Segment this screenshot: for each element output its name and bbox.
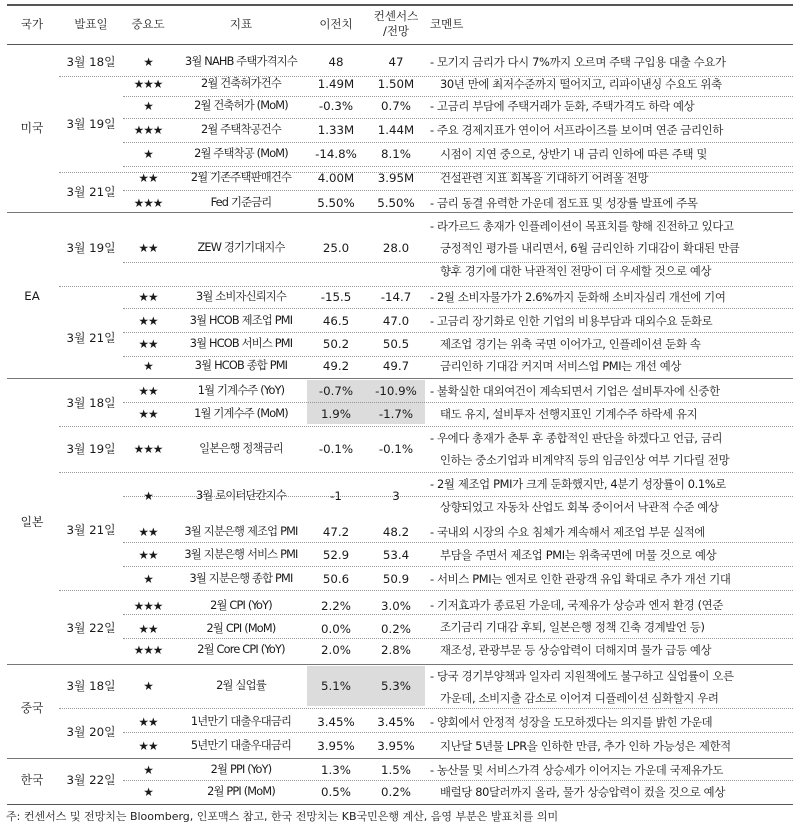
previous-value: -1 xyxy=(330,489,342,503)
comment-line: 향후 경기에 대한 낙관적인 전망이 더 우세할 것으로 예상 xyxy=(440,264,712,278)
country-ea: EA xyxy=(24,289,40,303)
consensus-value: -1.7% xyxy=(378,407,414,421)
row-divider xyxy=(123,118,793,119)
previous-value: -15.5 xyxy=(320,290,352,304)
previous-value: 50.6 xyxy=(322,572,350,586)
consensus-value: 49.7 xyxy=(382,359,410,373)
previous-value: 52.9 xyxy=(322,548,350,562)
importance-stars: ★★ xyxy=(138,384,158,398)
date-separator xyxy=(59,472,793,473)
consensus-value: 0.2% xyxy=(381,785,411,799)
comment-line: - 당국 경기부양책과 일자리 지원책에도 불구하고 실업률이 오른 xyxy=(430,669,734,683)
comment-line: 인하는 중소기업과 비계약직 등의 임금인상 여부 기다릴 전망 xyxy=(440,453,730,467)
date-cell: 3월 21일 xyxy=(66,331,116,345)
indicator-name: 2월 건축허가건수 xyxy=(201,77,281,90)
indicator-name: 2월 실업률 xyxy=(216,679,266,692)
previous-value: 1.33M xyxy=(317,123,355,137)
indicator-name: 3월 지분은행 제조업 PMI xyxy=(184,525,298,538)
indicator-name: 2월 주택착공 (MoM) xyxy=(194,147,288,160)
importance-stars: ★★ xyxy=(138,622,158,636)
importance-stars: ★★★ xyxy=(133,123,163,137)
date-cell: 3월 20일 xyxy=(66,725,116,739)
date-cell: 3월 18일 xyxy=(66,396,116,410)
consensus-value: 1.44M xyxy=(377,123,415,137)
date-cell: 3월 19일 xyxy=(66,241,116,255)
country-china: 중국 xyxy=(20,701,44,715)
row-divider xyxy=(123,308,793,309)
header-indicator: 지표 xyxy=(229,16,253,31)
consensus-value: 1.5% xyxy=(381,763,411,777)
previous-value: 4.00M xyxy=(317,171,355,185)
indicator-name: 2월 건축허가 (MoM) xyxy=(194,99,288,112)
indicator-name: 2월 PPI (YoY) xyxy=(210,763,272,776)
importance-stars: ★★ xyxy=(138,525,158,539)
country-korea: 한국 xyxy=(20,773,44,787)
comment-line: 30년 만에 최저수준까지 떨어지고, 리파이낸싱 수요도 위축 xyxy=(440,77,722,91)
row-divider xyxy=(123,166,793,167)
country-japan: 일본 xyxy=(20,515,44,529)
importance-stars: ★★ xyxy=(138,548,158,562)
importance-stars: ★★★ xyxy=(133,643,163,657)
comment-line: - 서비스 PMI는 엔저로 인한 관광객 유입 확대로 추가 개선 기대 xyxy=(430,572,731,586)
indicator-name: 3월 NAHB 주택가격지수 xyxy=(185,55,297,68)
importance-stars: ★ xyxy=(143,99,153,113)
consensus-value: -10.9% xyxy=(375,384,417,398)
indicator-name: 2월 CPI (MoM) xyxy=(206,622,276,635)
indicator-name: 3월 HCOB 서비스 PMI xyxy=(189,337,293,350)
consensus-value: -0.1% xyxy=(378,442,414,456)
previous-value: 2.0% xyxy=(321,643,351,657)
indicator-name: 3월 HCOB 종합 PMI xyxy=(194,359,288,372)
consensus-value: 1.50M xyxy=(377,77,415,91)
comment-line: 재조성, 관광부문 등 상승압력이 더해지며 물가 급등 예상 xyxy=(440,643,712,657)
comment-line: 부담을 주면서 제조업 PMI는 위축국면에 머물 것으로 예상 xyxy=(440,548,717,562)
table-bottom-rule xyxy=(7,804,793,805)
comment-line: - 우에다 총재가 춘투 후 종합적인 판단을 하겠다고 언급, 금리 xyxy=(430,431,723,445)
importance-stars: ★ xyxy=(143,763,153,777)
comment-line: - 금리 동결 유력한 가운데 점도표 및 성장률 발표에 주목 xyxy=(430,196,698,210)
previous-value: 3.45% xyxy=(317,715,355,729)
indicator-name: 3월 HCOB 제조업 PMI xyxy=(189,314,293,327)
comment-line: - 불확실한 대외여건이 계속되면서 기업은 설비투자에 신중한 xyxy=(430,384,720,398)
comment-line: - 고금리 장기화로 인한 기업의 비용부담과 대외수요 둔화로 xyxy=(430,314,713,328)
comment-line: - 양회에서 안정적 성장을 도모하겠다는 의지를 밝힌 가운데 xyxy=(430,715,713,729)
consensus-value: 28.0 xyxy=(382,241,410,255)
previous-value: -0.3% xyxy=(318,99,354,113)
indicator-name: Fed 기준금리 xyxy=(210,196,272,209)
previous-value: 25.0 xyxy=(322,241,350,255)
header-consensus-line2: /전망 xyxy=(382,24,410,38)
date-cell: 3월 21일 xyxy=(66,185,116,199)
consensus-value: -14.7 xyxy=(380,290,412,304)
previous-value: 5.1% xyxy=(321,679,351,693)
date-cell: 3월 19일 xyxy=(66,117,116,131)
row-divider xyxy=(123,190,793,191)
comment-line: - 2월 제조업 PMI가 크게 둔화했지만, 4분기 성장률이 0.1%로 xyxy=(430,477,726,491)
date-cell: 3월 19일 xyxy=(66,442,116,456)
comment-line: - 2월 소비자물가가 2.6%까지 둔화해 소비자심리 개선에 기여 xyxy=(430,290,726,304)
previous-value: -0.1% xyxy=(318,442,354,456)
indicator-name: 2월 PPI (MoM) xyxy=(207,785,275,798)
indicator-name: 1년만기 대출우대금리 xyxy=(190,715,292,728)
consensus-value: 3.95M xyxy=(377,171,415,185)
previous-value: 2.2% xyxy=(321,599,351,613)
row-divider xyxy=(123,332,793,333)
consensus-value: 50.5 xyxy=(382,337,410,351)
indicator-name: 2월 CPI (YoY) xyxy=(210,599,272,612)
importance-stars: ★ xyxy=(143,572,153,586)
separator-china-korea xyxy=(7,758,793,759)
importance-stars: ★★ xyxy=(138,715,158,729)
previous-value: 50.2 xyxy=(322,337,350,351)
comment-line: 태도 유지, 설비투자 선행지표인 기계수주 하락세 유지 xyxy=(440,407,698,421)
comment-line: 가운데, 소비지출 감소로 이어져 디플레이션 심화할지 우려 xyxy=(440,691,719,705)
comment-line: - 라가르드 총재가 인플레이션이 목표치를 향해 진전하고 있다고 xyxy=(430,219,734,233)
importance-stars: ★ xyxy=(143,55,153,69)
header-consensus xyxy=(367,4,425,44)
consensus-value: 47 xyxy=(388,55,404,69)
comment-line: 조기금리 기대감 후퇴, 일본은행 정책 긴축 경계발언 등) xyxy=(440,620,705,634)
date-cell: 3월 18일 xyxy=(66,679,116,693)
comment-line: 시점이 지연 중으로, 상반기 내 금리 인하에 따른 주택 및 xyxy=(440,147,708,161)
importance-stars: ★★ xyxy=(138,314,158,328)
indicator-name: 3월 지분은행 서비스 PMI xyxy=(184,548,298,561)
indicator-name: 일본은행 정책금리 xyxy=(199,442,283,455)
previous-value: 3.95% xyxy=(317,739,355,753)
date-cell: 3월 22일 xyxy=(66,621,116,635)
header-bottom-rule xyxy=(7,44,793,45)
comment-line: 상향되었고 자동차 산업도 회복 중이어서 낙관적 수준 예상 xyxy=(440,500,719,514)
importance-stars: ★★ xyxy=(138,241,158,255)
date-cell: 3월 21일 xyxy=(66,523,116,537)
comment-line: - 기저효과가 종료된 가운데, 국제유가 상승과 엔저 환경 (연준 xyxy=(430,598,723,612)
row-divider xyxy=(123,566,793,567)
consensus-value: 0.7% xyxy=(381,99,411,113)
table-header xyxy=(7,4,793,44)
previous-value: 47.2 xyxy=(322,525,350,539)
date-cell: 3월 22일 xyxy=(66,773,116,787)
row-divider xyxy=(123,780,793,781)
row-divider xyxy=(123,732,793,733)
indicator-name: 3월 지분은행 종합 PMI xyxy=(189,572,293,585)
previous-value: -14.8% xyxy=(315,147,357,161)
country-us: 미국 xyxy=(20,121,44,135)
header-previous: 이전치 xyxy=(319,16,353,31)
consensus-value: 8.1% xyxy=(381,147,411,161)
previous-value: 0.0% xyxy=(321,622,351,636)
header-comment: 코멘트 xyxy=(430,16,464,31)
importance-stars: ★★ xyxy=(138,739,158,753)
importance-stars: ★★ xyxy=(138,171,158,185)
importance-stars: ★ xyxy=(143,785,153,799)
consensus-value: 3 xyxy=(392,489,400,503)
previous-value: 1.49M xyxy=(317,77,355,91)
indicator-name: ZEW 경기기대지수 xyxy=(197,241,285,254)
consensus-value: 2.8% xyxy=(381,643,411,657)
indicator-name: 1월 기계수주 (MoM) xyxy=(194,407,288,420)
consensus-value: 3.0% xyxy=(381,599,411,613)
importance-stars: ★★★ xyxy=(133,77,163,91)
indicator-name: 2월 기존주택판매건수 xyxy=(190,171,292,184)
footnote: 주: 컨센서스 및 전망치는 Bloomberg, 인포맥스 참고, 한국 전망치는 KB국민은행 계산, 음영 부분은 발표치를 의미 xyxy=(6,810,559,823)
consensus-value: 3.95% xyxy=(377,739,415,753)
consensus-value: 48.2 xyxy=(382,525,410,539)
comment-line: 배럴당 80달러까지 올라, 물가 상승압력이 컸을 것으로 예상 xyxy=(440,785,725,799)
consensus-value: 53.4 xyxy=(382,548,410,562)
indicator-name: 2월 주택착공건수 xyxy=(201,123,281,136)
importance-stars: ★ xyxy=(143,147,153,161)
comment-line: 건설관련 지표 회복을 기대하기 어려울 전망 xyxy=(440,171,649,185)
comment-line: 긍정적인 평가를 내리면서, 6월 금리인하 기대감이 확대된 만큼 xyxy=(440,241,740,255)
date-separator xyxy=(59,590,793,591)
comment-line: - 고금리 부담에 주택거래가 둔화, 주택가격도 하락 예상 xyxy=(430,99,695,113)
previous-value: 0.5% xyxy=(321,785,351,799)
indicator-name: 3월 로이터단칸지수 xyxy=(195,489,287,502)
importance-stars: ★ xyxy=(143,679,153,693)
importance-stars: ★★★ xyxy=(133,599,163,613)
comment-line: - 주요 경제지표가 연이어 서프라이즈를 보이며 연준 금리인하 xyxy=(430,123,723,137)
importance-stars: ★★★ xyxy=(133,196,163,210)
consensus-value: 3.45% xyxy=(377,715,415,729)
previous-value: 1.3% xyxy=(321,763,351,777)
indicator-name: 3월 소비자신뢰지수 xyxy=(195,290,287,303)
previous-value: 1.9% xyxy=(321,407,351,421)
previous-value: 46.5 xyxy=(322,314,350,328)
importance-stars: ★★ xyxy=(138,337,158,351)
importance-stars: ★★ xyxy=(138,290,158,304)
comment-line: - 모기지 금리가 다시 7%까지 오르며 주택 구입용 대출 수요가 xyxy=(430,55,726,69)
importance-stars: ★★★ xyxy=(133,442,163,456)
header-country: 국가 xyxy=(20,16,44,31)
previous-value: 49.2 xyxy=(322,359,350,373)
comment-line: - 농산물 및 서비스가격 상승세가 이어지는 가운데 국제유가도 xyxy=(430,763,723,777)
indicator-name: 5년만기 대출우대금리 xyxy=(190,739,292,752)
previous-value: 48 xyxy=(328,55,344,69)
header-date: 발표일 xyxy=(74,16,108,31)
row-divider xyxy=(123,402,793,403)
header-importance: 중요도 xyxy=(131,16,165,31)
importance-stars: ★ xyxy=(143,489,153,503)
comment-line: 제조업 경기는 위축 국면 이어가고, 인플레이션 둔화 속 xyxy=(440,337,701,351)
consensus-value: 0.2% xyxy=(381,622,411,636)
previous-value: 5.50% xyxy=(317,196,355,210)
row-divider xyxy=(123,542,793,543)
header-consensus-line1: 컨센서스 xyxy=(373,9,419,23)
consensus-value: 5.3% xyxy=(381,679,411,693)
previous-value: -0.7% xyxy=(318,384,354,398)
indicator-name: 2월 Core CPI (YoY) xyxy=(197,643,285,656)
separator-ea-japan xyxy=(7,378,793,379)
consensus-value: 5.50% xyxy=(377,196,415,210)
date-separator xyxy=(59,708,793,709)
consensus-value: 50.9 xyxy=(382,572,410,586)
separator-japan-china xyxy=(7,664,793,665)
indicator-name: 1월 기계수주 (YoY) xyxy=(197,384,285,397)
row-divider xyxy=(123,142,793,143)
importance-stars: ★ xyxy=(143,359,153,373)
comment-line: 금리인하 기대감 커지며 서비스업 PMI는 개선 예상 xyxy=(440,359,682,373)
comment-line: 지난달 5년물 LPR을 인하한 만큼, 추가 인하 가능성은 제한적 xyxy=(440,739,731,753)
date-separator xyxy=(59,426,793,427)
comment-line: - 국내외 시장의 수요 침체가 계속해서 제조업 부문 실적에 xyxy=(430,525,705,539)
importance-stars: ★★ xyxy=(138,407,158,421)
consensus-value: 47.0 xyxy=(382,314,410,328)
date-cell: 3월 18일 xyxy=(66,55,116,69)
